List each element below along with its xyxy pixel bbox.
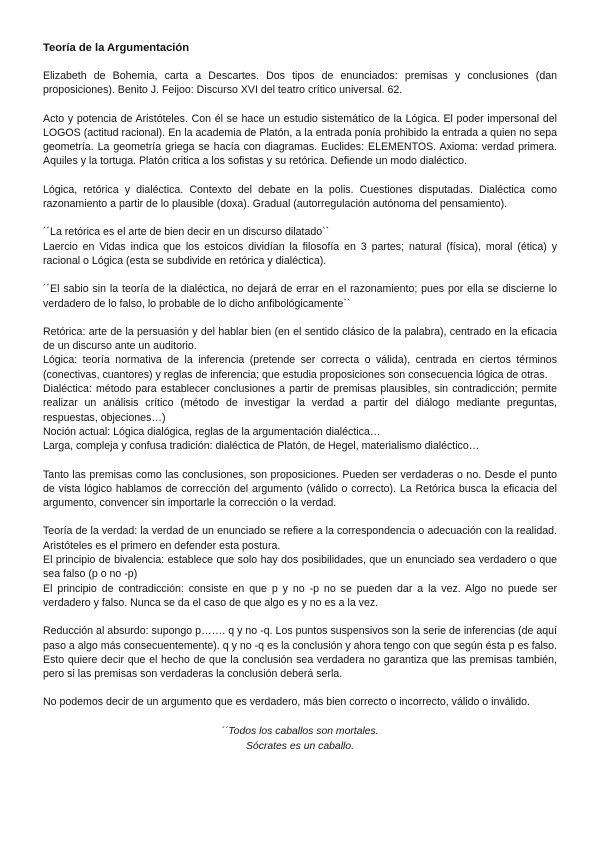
paragraph-verdad: [43, 524, 557, 610]
paragraph-text: Lógica, retórica y dialéctica. Contexto del debate en la polis. Cuestiones disputadas. Dialéctica como razonamiento a partir de lo plausible (doxa). Gradual (autorregulación autónoma del pensamiento).: [43, 183, 557, 211]
definition-nocion-actual: Noción actual: Lógica dialógica, reglas de la argumentación dialéctica…: [43, 425, 381, 438]
quote-line: ´´El sabio sin la teoría de la dialéctica, no dejará de errar en el razonamiento; pues por ella se discierne lo verdadero de lo falso, lo probable de lo dicho anfibológicamente``: [43, 283, 557, 310]
quote-line: ´´La retórica es el arte de bien decir en un discurso dilatado``: [43, 226, 330, 239]
principio-contradiccion: El principio de contradicción: consiste en que p y no -p no se pueden dar a la vez. Algo no puede ser verdadero y falso. Nunca se da el caso de que algo es y no es a la vez.: [43, 582, 557, 609]
paragraph-bohemia: [43, 69, 557, 98]
paragraph-retorica-quote: [43, 225, 557, 268]
closing-quote-line-2: Sócrates es un caballo.: [245, 740, 354, 752]
paragraph-text: Laercio en Vidas indica que los estoicos dividían la filosofía en 3 partes; natural (física), moral (ética) y racional o Lógica (esta se subdivide en retórica y dialéctica).: [43, 240, 557, 267]
paragraph-premisas: [43, 468, 557, 511]
definition-tradicion: Larga, compleja y confusa tradición: dialéctica de Platón, de Hegel, materialismo dialéctico…: [43, 440, 480, 453]
paragraph-text: No podemos decir de un argumento que es verdadero, más bien correcto o incorrecto, válido o inválido.: [43, 696, 530, 709]
principio-bivalencia: El principio de bivalencia: establece que solo hay dos posibilidades, que un enunciado sea verdadero o que sea falso (p o no -p): [43, 554, 557, 581]
paragraph-text: Tanto las premisas como las conclusiones, son proposiciones. Pueden ser verdaderas o no. Desde el punto de vista lógico hablamos de corrección del argumento (válido o correcto). La Retórica busca la eficacia del argumento, convencer sin importarle la corrección o la verdad.: [43, 468, 557, 510]
paragraph-conclusion: [43, 695, 557, 709]
paragraph-logica-retorica: [43, 183, 557, 212]
paragraph-text: Acto y potencia de Aristóteles. Con él se hace un estudio sistemático de la Lógica. El poder impersonal del LOGOS (actitud racional). En la academia de Platón, a la entrada ponía prohibido la entrada a quien no sepa geometría. La geometría griega se hacía con diagramas. Euclides: ELEMENTOS. Axioma: verdad primera. Aquiles y la tortuga. Platón critica a los sofistas y su retórica. Defiende un modo dialéctico.: [43, 112, 557, 168]
definition-dialectica: Dialéctica: método para establecer conclusiones a partir de premisas plausibles, sin contradicción; permite realizar un análisis crítico (método de investigar la verdad a partir del diálogo mediante preguntas, respuestas, objeciones…): [43, 383, 557, 424]
paragraph-reduccion: [43, 624, 557, 681]
teoria-verdad: Teoría de la verdad: la verdad de un enunciado se refiere a la correspondencia o adecuación con la realidad. Aristóteles es el primero en defender esta postura.: [43, 525, 557, 552]
closing-quote-line-1: ´´Todos los caballos son mortales.: [221, 725, 379, 737]
paragraph-text: Reducción al absurdo: supongo p……. q y no -q. Los puntos suspensivos son la serie de inferencias (de aquí paso a algo más consecuentemente). q y no -q es la conclusión y ahora tengo con que según ésta p es falso. Esto quiere decir que el hecho de que la conclusión sea verdadera no garantiza que las premisas también, pero si las premisas son verdaderas la conclusión deberá serla.: [43, 625, 557, 681]
closing-quote: [43, 724, 557, 754]
paragraph-aristoteles: [43, 112, 557, 169]
definition-retorica: Retórica: arte de la persuasión y del hablar bien (en el sentido clásico de la palabra), centrado en la eficacia de un discurso ante un auditorio.: [43, 325, 557, 353]
paragraph-text: Elizabeth de Bohemia, carta a Descartes. Dos tipos de enunciados: premisas y conclusiones (dan proposiciones). Benito J. Feijoo: Discurso XVI del teatro crítico universal. 62.: [43, 70, 557, 97]
definition-logica: Lógica: teoría normativa de la inferencia (pretende ser correcta o válida), centrada en ciertos términos (conectivas, cuantores) y reglas de inferencia; que estudia proposiciones son consecuencia lógica de otras.: [43, 354, 557, 381]
paragraph-definitions: [43, 325, 557, 454]
paragraph-sabio-quote: [43, 282, 557, 311]
document-title: Teoría de la Argumentación: [43, 42, 190, 54]
